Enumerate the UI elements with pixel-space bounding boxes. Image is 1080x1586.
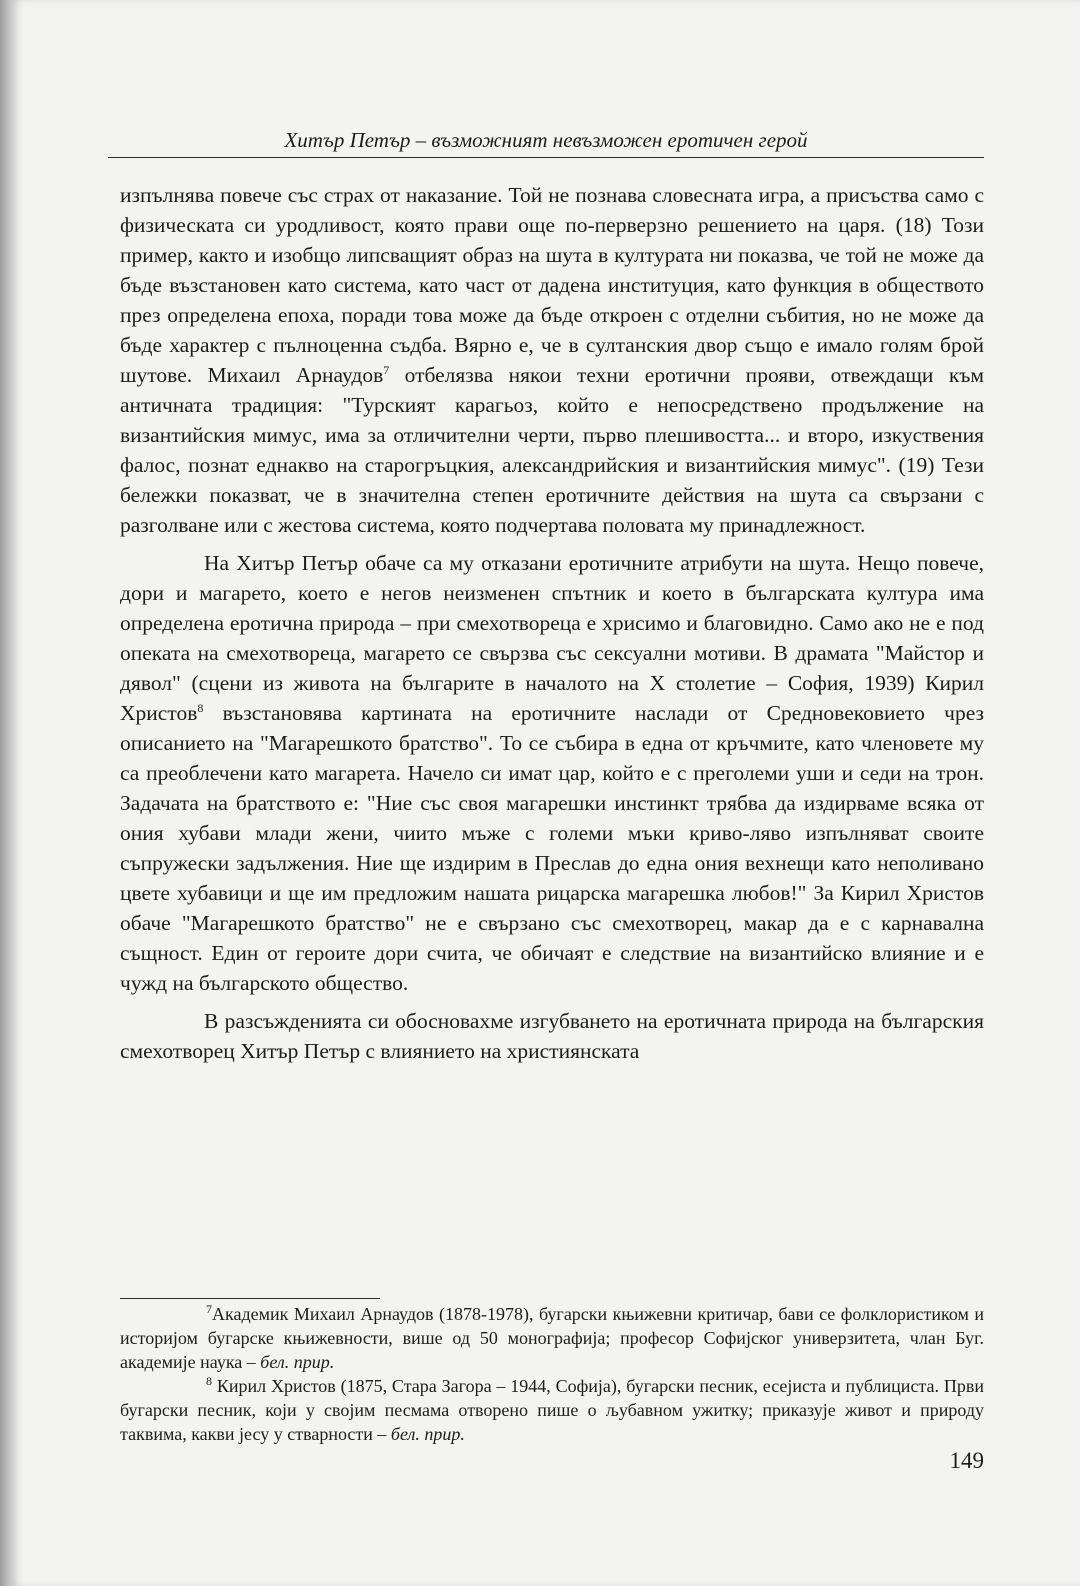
running-header xyxy=(108,128,984,158)
footnote-ref-8[interactable]: 8 xyxy=(197,700,204,715)
footnote-7 xyxy=(120,1302,984,1374)
book-spine-shadow xyxy=(0,0,12,1586)
footnote-8-note: бел. прир. xyxy=(390,1424,465,1444)
footnotes xyxy=(120,1302,984,1446)
running-title: Хитър Петър – възможният невъзможен еротичен герой xyxy=(284,128,808,152)
paragraph-1 xyxy=(120,180,984,540)
paragraph-2-part-b: възстановява картината на еротичните наслади от Средновековието чрез описанието на "Магарешкото братство". То се събира в една от кръчмите, като членовете му са преоблечени като магарета. Начело си имат цар, който е с преголеми уши и седи на трон. Задачата на братството е: "Ние със своя магарешки инстинкт трябва да издирваме всяка от ония хубави млади жени, чиито мъже с големи мъки криво-ляво изпълняват своите съпружески задължения. Ние ще издирим в Преслав до една ония вехнещи като неполивано цвете хубавици и ще им предложим нашата рицарска магарешка любов!" За Кирил Христов обаче "Магарешкото братство" не е свързано със смехотворец, макар да е с карнавална същност. Един от героите дори счита, че обичаят е следствие на византийско влияние и е чужд на българското общество. xyxy=(120,701,984,995)
paragraph-2-part-a: На Хитър Петър обаче са му отказани еротичните атрибути на шута. Нещо повече, дори и магарето, което е негов неизменен спътник и което в българската култура има определена еротична природа – при смехотвореца е хрисимо и благовидно. Само ако не е под опеката на смехотвореца, магарето се свързва със сексуални мотиви. В драмата "Майстор и дявол" (сцени из живота на българите в началото на X столетие – София, 1939) Кирил Христов xyxy=(120,551,984,725)
footnote-8-text: Кирил Христов (1875, Стара Загора – 1944, Софија), бугарски песник, есејиста и публициста. Први бугарски песник, који у својим песмама отворено пише о љубавном ужитку; приказује живот и природу таквима, какви јесу у стварности – xyxy=(120,1376,984,1444)
paragraph-1-part-b: отбелязва някои техни еротични прояви, отвеждащи към античната традиция: "Турският карагьоз, който е непосредствено продължение на византийския мимус, има за отличителни черти, първо плешивостта... и второ, изкуствения фалос, познат еднакво на старогръцкия, александрийския и византийския мимус". (19) Тези бележки показват, че в значителна степен еротичните действия на шута са свързани с разголване или с жестова система, която подчертава половата му принадлежност. xyxy=(120,363,984,537)
footnote-7-mark: 7 xyxy=(206,1302,212,1316)
main-text xyxy=(120,180,984,1066)
footnote-ref-7[interactable]: 7 xyxy=(383,362,390,377)
footnote-8 xyxy=(120,1374,984,1446)
footnote-7-note: бел. прир. xyxy=(260,1352,335,1372)
footnote-separator xyxy=(120,1298,380,1299)
paragraph-1-part-a: изпълнява повече със страх от наказание. Той не познава словесната игра, а присъства само с физическата си уродливост, която прави още по-перверзно решението на царя. (18) Този пример, както и изобщо липсващият образ на шута в културата ни показва, че той не може да бъде възстановен като система, като част от дадена институция, като функция в обществото през определена епоха, поради това може да бъде откроен с отделни събития, но не може да бъде характер с пълноценна съдба. Вярно е, че в султанския двор също е имало голям брой шутове. Михаил Арнаудов xyxy=(120,183,984,387)
paragraph-3: В разсъжденията си обосновахме изгубването на еротичната природа на българския смехотворец Хитър Петър с влиянието на християнската xyxy=(120,1009,984,1063)
page-number: 149 xyxy=(949,1448,984,1473)
paragraph-2 xyxy=(120,548,984,998)
footnote-8-mark: 8 xyxy=(206,1374,212,1388)
footnote-7-text: Академик Михаил Арнаудов (1878-1978), бугарски књижевни критичар, бави се фолклористиком и историјом бугарске књижевности, више од 50 монографија; професор Софијског универзитета, члан Буг. академије наука – xyxy=(120,1304,984,1372)
